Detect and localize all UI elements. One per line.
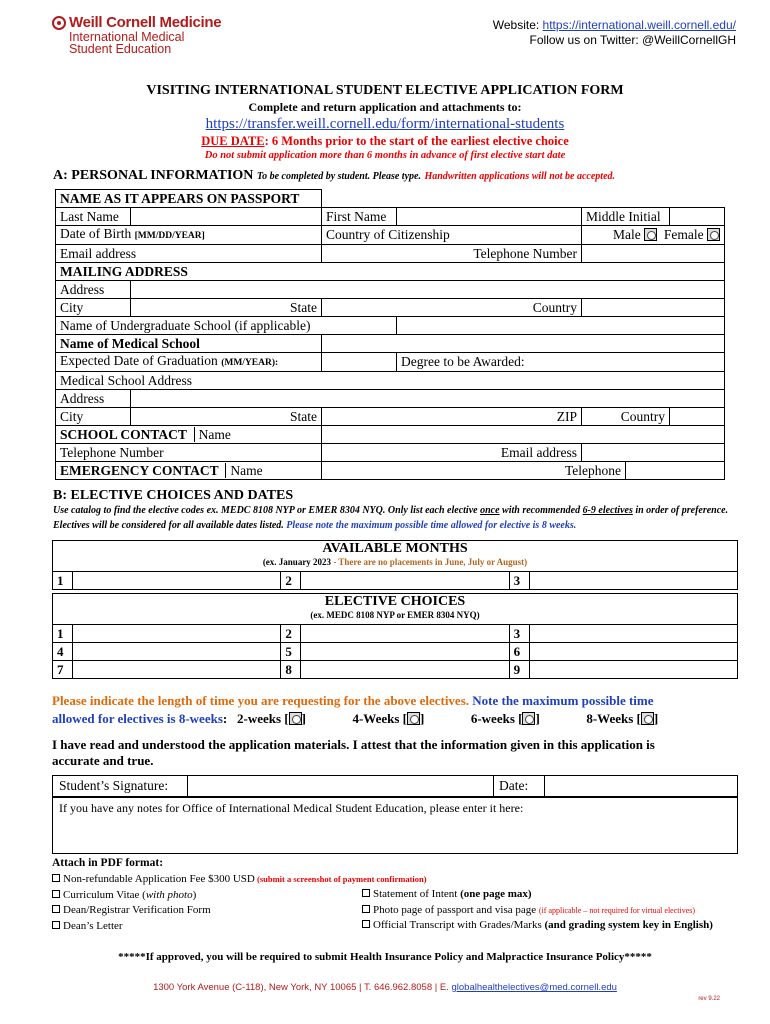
attestation: I have read and understood the application materials. I attest that the information given in this application is accurate and true.	[52, 737, 655, 768]
section-b-title: B: ELECTIVE CHOICES AND DATES	[53, 488, 294, 503]
duration-6weeks-radio[interactable]	[522, 712, 535, 725]
attach-item: Non-refundable Application Fee $300 USD (submit a screenshot of payment confirmation)	[52, 872, 427, 888]
attach-item: Dean’s Letter	[52, 919, 427, 935]
choice-field-6[interactable]	[529, 643, 737, 661]
emergency-name-field[interactable]: Telephone	[322, 462, 626, 480]
choice-num-5: 5	[281, 643, 301, 661]
choice-num-9: 9	[509, 661, 529, 679]
middle-initial-field[interactable]	[670, 208, 725, 226]
attach-item: Curriculum Vitae (with photo)	[52, 888, 427, 904]
insurance-note: *****If approved, you will be required to submit Health Insurance Policy and Malpractice Insurance Policy*****	[118, 951, 652, 963]
choice-field-4[interactable]	[73, 643, 281, 661]
choices-example: (ex. MEDC 8108 NYP or EMER 8304 NYQ)	[310, 610, 480, 620]
choice-num-8: 8	[281, 661, 301, 679]
month-num-3: 3	[509, 572, 529, 590]
choice-field-7[interactable]	[73, 661, 281, 679]
email-label: Email address	[56, 245, 322, 263]
first-name-label: First Name	[322, 208, 397, 226]
mailing-header: MAILING ADDRESS	[56, 263, 725, 281]
brand-name: Weill Cornell Medicine	[69, 14, 222, 31]
degree-label: Degree to be Awarded:	[397, 353, 725, 372]
choice-field-2[interactable]	[301, 625, 509, 643]
med-school-label: Name of Medical School	[56, 335, 322, 353]
med-address-field[interactable]	[131, 390, 725, 408]
last-name-field[interactable]	[131, 208, 322, 226]
telephone-field[interactable]	[582, 245, 725, 263]
choice-num-6: 6	[509, 643, 529, 661]
checkbox-icon[interactable]	[362, 920, 370, 928]
emergency-contact-row: EMERGENCY CONTACT Name	[56, 462, 322, 480]
contact-info	[493, 18, 736, 48]
undergrad-field[interactable]	[397, 317, 725, 335]
telephone-label: Telephone Number	[322, 245, 582, 263]
footer: 1300 York Avenue (C-118), New York, NY 10065 | T. 646.962.8058 | E. globalhealthelectives@med.cornell.edu	[153, 982, 617, 993]
duration-4weeks-radio[interactable]	[407, 712, 420, 725]
country-field[interactable]	[582, 299, 725, 317]
city-field[interactable]: State	[131, 299, 322, 317]
male-radio[interactable]	[644, 228, 657, 241]
personal-info-table	[55, 189, 725, 480]
undergrad-label: Name of Undergraduate School (if applicable)	[56, 317, 397, 335]
wcm-logo	[52, 14, 232, 55]
month-field-3[interactable]	[529, 572, 737, 590]
last-name-label: Last Name	[56, 208, 131, 226]
attach-item: Dean/Registrar Verification Form	[52, 903, 427, 919]
first-name-field[interactable]	[397, 208, 582, 226]
school-email-label: Email address	[322, 444, 582, 462]
month-field-2[interactable]	[301, 572, 509, 590]
months-grid	[52, 571, 738, 590]
due-date: DUE DATE: 6 Months prior to the start of the earliest elective choice	[201, 134, 569, 148]
gender-options: Male Female	[582, 226, 725, 245]
attach-list-right	[362, 887, 713, 934]
form-subtitle: Complete and return application and attachments to:	[248, 100, 522, 114]
brand-sub2: Student Education	[69, 42, 172, 56]
school-email-field[interactable]	[582, 444, 725, 462]
signature-label: Student’s Signature:	[59, 778, 169, 793]
duration-section: Please indicate the length of time you are requesting for the above electives. Note the maximum possible time allowed for electives is 8-weeks: 2-weeks [ ] 4-Weeks [ ] 6-weeks [ ] 8-Weeks [ ]	[52, 693, 659, 726]
med-city-field[interactable]: State	[131, 408, 322, 426]
checkbox-icon[interactable]	[362, 889, 370, 897]
med-zip-field[interactable]: Country	[582, 408, 670, 426]
twitter-handle: Follow us on Twitter: @WeillCornellGH	[529, 33, 736, 47]
checkbox-icon[interactable]	[52, 905, 60, 913]
med-address-label: Address	[56, 390, 131, 408]
state-field[interactable]: Country	[322, 299, 582, 317]
checkbox-icon[interactable]	[52, 921, 60, 929]
choices-header	[52, 593, 738, 625]
city-label: City	[56, 299, 131, 317]
months-header	[52, 540, 738, 572]
citizenship-label: Country of Citizenship	[322, 226, 582, 245]
do-not-submit-note: Do not submit application more than 6 months in advance of first elective start date	[204, 150, 566, 161]
choices-title: ELECTIVE CHOICES	[324, 594, 466, 609]
med-state-field[interactable]: ZIP	[322, 408, 582, 426]
date-label: Date:	[499, 778, 529, 793]
emergency-telephone-field[interactable]	[626, 462, 725, 480]
attach-item: Statement of Intent (one page max)	[362, 887, 713, 903]
choice-field-5[interactable]	[301, 643, 509, 661]
duration-8weeks-radio[interactable]	[641, 712, 654, 725]
attach-item: Official Transcript with Grades/Marks (and grading system key in English)	[362, 918, 713, 934]
month-field-1[interactable]	[73, 572, 281, 590]
med-school-field[interactable]	[322, 335, 725, 353]
choice-num-7: 7	[53, 661, 73, 679]
choice-num-4: 4	[53, 643, 73, 661]
choice-field-1[interactable]	[73, 625, 281, 643]
seal-icon	[52, 16, 66, 30]
school-telephone-label: Telephone Number	[56, 444, 322, 462]
choices-grid	[52, 624, 738, 679]
med-country-field[interactable]	[670, 408, 725, 426]
choice-field-8[interactable]	[301, 661, 509, 679]
address-field[interactable]	[131, 281, 725, 299]
dob-label: Date of Birth [MM/DD/YEAR]	[56, 226, 322, 245]
date-field[interactable]	[545, 776, 737, 797]
grad-date-field[interactable]	[322, 353, 397, 372]
school-contact-name-field[interactable]	[322, 426, 725, 444]
website-link[interactable]: https://international.weill.cornell.edu/	[542, 18, 736, 32]
female-radio[interactable]	[707, 228, 720, 241]
section-a-title: A: PERSONAL INFORMATION To be completed by student. Please type. Handwritten applications will not be accepted.	[53, 168, 616, 183]
checkbox-icon[interactable]	[52, 874, 60, 882]
choice-num-2: 2	[281, 625, 301, 643]
website-label: Website:	[492, 18, 540, 32]
address-label: Address	[56, 281, 131, 299]
duration-2weeks-radio[interactable]	[289, 712, 302, 725]
section-b-note: Use catalog to find the elective codes ex. MEDC 8108 NYP or EMER 8304 NYQ. Only list each elective once with recommended 6-9 electives in order of preference. Electives will be considered for all available dates listed. Please note the maximum possible time allowed for elective is 8 weeks.	[53, 505, 729, 531]
school-contact-row: SCHOOL CONTACT Name	[56, 426, 322, 444]
month-num-1: 1	[53, 572, 73, 590]
checkbox-icon[interactable]	[362, 905, 370, 913]
grad-date-label: Expected Date of Graduation (MM/YEAR):	[56, 353, 322, 372]
choice-field-3[interactable]	[529, 625, 737, 643]
middle-initial-label: Middle Initial	[582, 208, 670, 226]
name-header: NAME AS IT APPEARS ON PASSPORT	[56, 190, 322, 208]
choice-field-9[interactable]	[529, 661, 737, 679]
months-title: AVAILABLE MONTHS	[322, 541, 468, 556]
attach-title: Attach in PDF format:	[52, 857, 164, 869]
month-num-2: 2	[281, 572, 301, 590]
med-address-header: Medical School Address	[56, 372, 725, 390]
attach-item: Photo page of passport and visa page (if applicable – not required for virtual electives)	[362, 903, 713, 919]
brand-sub1: International Medical	[69, 30, 185, 44]
med-city-label: City	[56, 408, 131, 426]
checkbox-icon[interactable]	[52, 890, 60, 898]
form-title: VISITING INTERNATIONAL STUDENT ELECTIVE APPLICATION FORM	[146, 83, 624, 98]
choice-num-3: 3	[509, 625, 529, 643]
choice-num-1: 1	[53, 625, 73, 643]
revision: rev 9.22	[698, 996, 720, 1002]
signature-field[interactable]	[188, 776, 493, 797]
notes-prompt: If you have any notes for Office of International Medical Student Education, please enter it here:	[59, 801, 524, 815]
submit-link[interactable]: https://transfer.weill.cornell.edu/form/international-students	[205, 116, 565, 132]
signature-row	[52, 775, 738, 797]
footer-email-link[interactable]: globalhealthelectives@med.cornell.edu	[451, 982, 617, 993]
notes-field[interactable]	[52, 797, 738, 854]
months-example: (ex. January 2023 - There are no placements in June, July or August)	[262, 557, 528, 567]
